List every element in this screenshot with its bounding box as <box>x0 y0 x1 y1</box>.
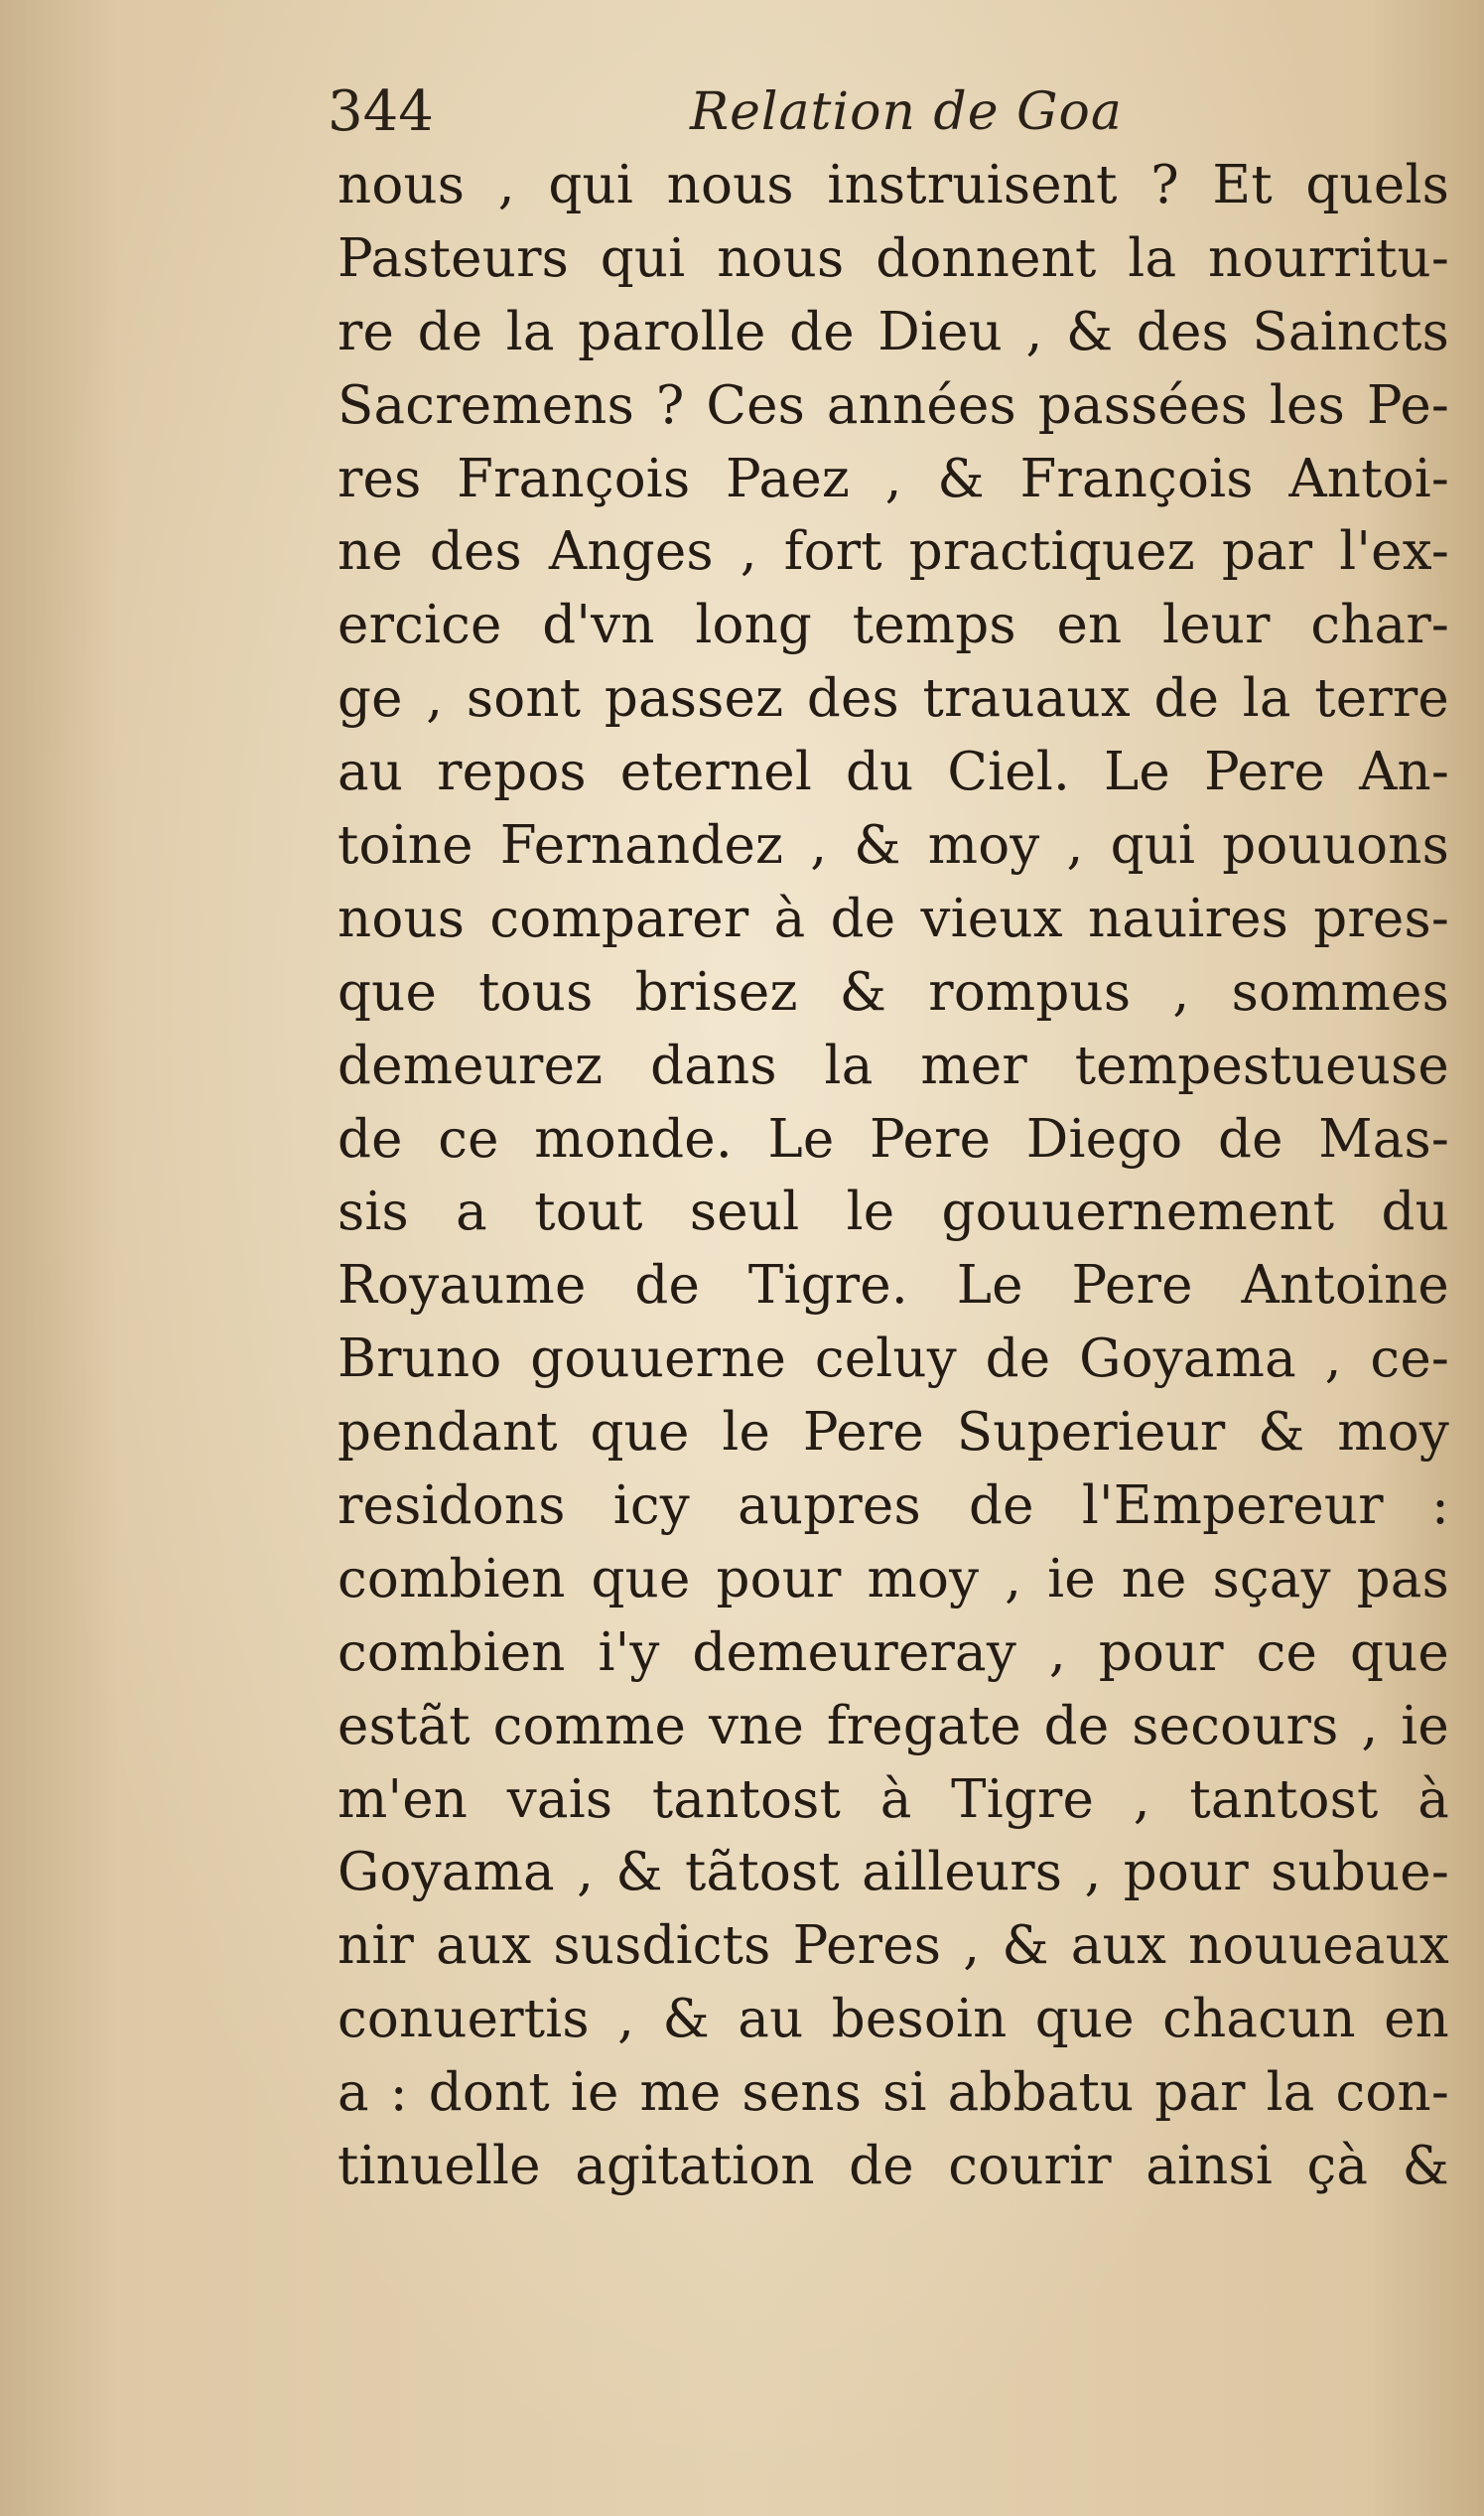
text-line: au repos eternel du Ciel. Le Pere An- <box>337 742 1449 803</box>
text-line: de ce monde. Le Pere Diego de Mas- <box>337 1108 1449 1170</box>
text-line: ne des Anges , fort practiquez par l'ex- <box>337 521 1449 583</box>
text-line: conuertis , & au besoin que chacun en <box>337 1989 1449 2050</box>
running-title: Relation de Goa <box>690 82 1123 142</box>
text-line: res François Paez , & François Antoi- <box>337 448 1449 509</box>
text-line: Pasteurs qui nous donnent la nourritu- <box>337 227 1449 289</box>
text-line: Bruno gouuerne celuy de Goyama , ce- <box>337 1328 1449 1390</box>
text-line: re de la parolle de Dieu , & des Saincts <box>337 301 1449 362</box>
text-line: nous , qui nous instruisent ? Et quels <box>337 155 1449 215</box>
text-line: tinuelle agitation de courir ainsi çà & <box>337 2136 1449 2197</box>
text-line: Sacremens ? Ces années passées les Pe- <box>337 374 1449 436</box>
text-line: Royaume de Tigre. Le Pere Antoine <box>337 1255 1449 1317</box>
text-line: demeurez dans la mer tempestueuse <box>337 1035 1449 1096</box>
text-line: que tous brisez & rompus , sommes <box>337 961 1449 1023</box>
text-line: ge , sont passez des trauaux de la terre <box>337 668 1449 730</box>
text-line: nir aux susdicts Peres , & aux nouueaux <box>337 1915 1449 1977</box>
text-line: sis a tout seul le gouuernement du <box>337 1182 1449 1243</box>
text-line: estãt comme vne fregate de secours , ie <box>337 1695 1449 1756</box>
page-number: 344 <box>328 79 434 144</box>
text-line: combien que pour moy , ie ne sçay pas <box>337 1548 1449 1609</box>
text-line: toine Fernandez , & moy , qui pouuons <box>337 815 1449 877</box>
text-line: Goyama , & tãtost ailleurs , pour subue- <box>337 1842 1449 1903</box>
page-header <box>328 77 1449 147</box>
body-text <box>337 149 1449 2203</box>
text-line: pendant que le Pere Superieur & moy <box>337 1402 1449 1464</box>
text-line: residons icy aupres de l'Empereur : <box>337 1475 1449 1537</box>
text-line: a : dont ie me sens si abbatu par la con- <box>337 2062 1449 2124</box>
text-line: nous comparer à de vieux nauires pres- <box>337 888 1449 949</box>
text-line: combien i'y demeureray , pour ce que <box>337 1621 1449 1683</box>
text-line: ercice d'vn long temps en leur char- <box>337 595 1449 656</box>
text-line: m'en vais tantost à Tigre , tantost à <box>337 1768 1449 1830</box>
